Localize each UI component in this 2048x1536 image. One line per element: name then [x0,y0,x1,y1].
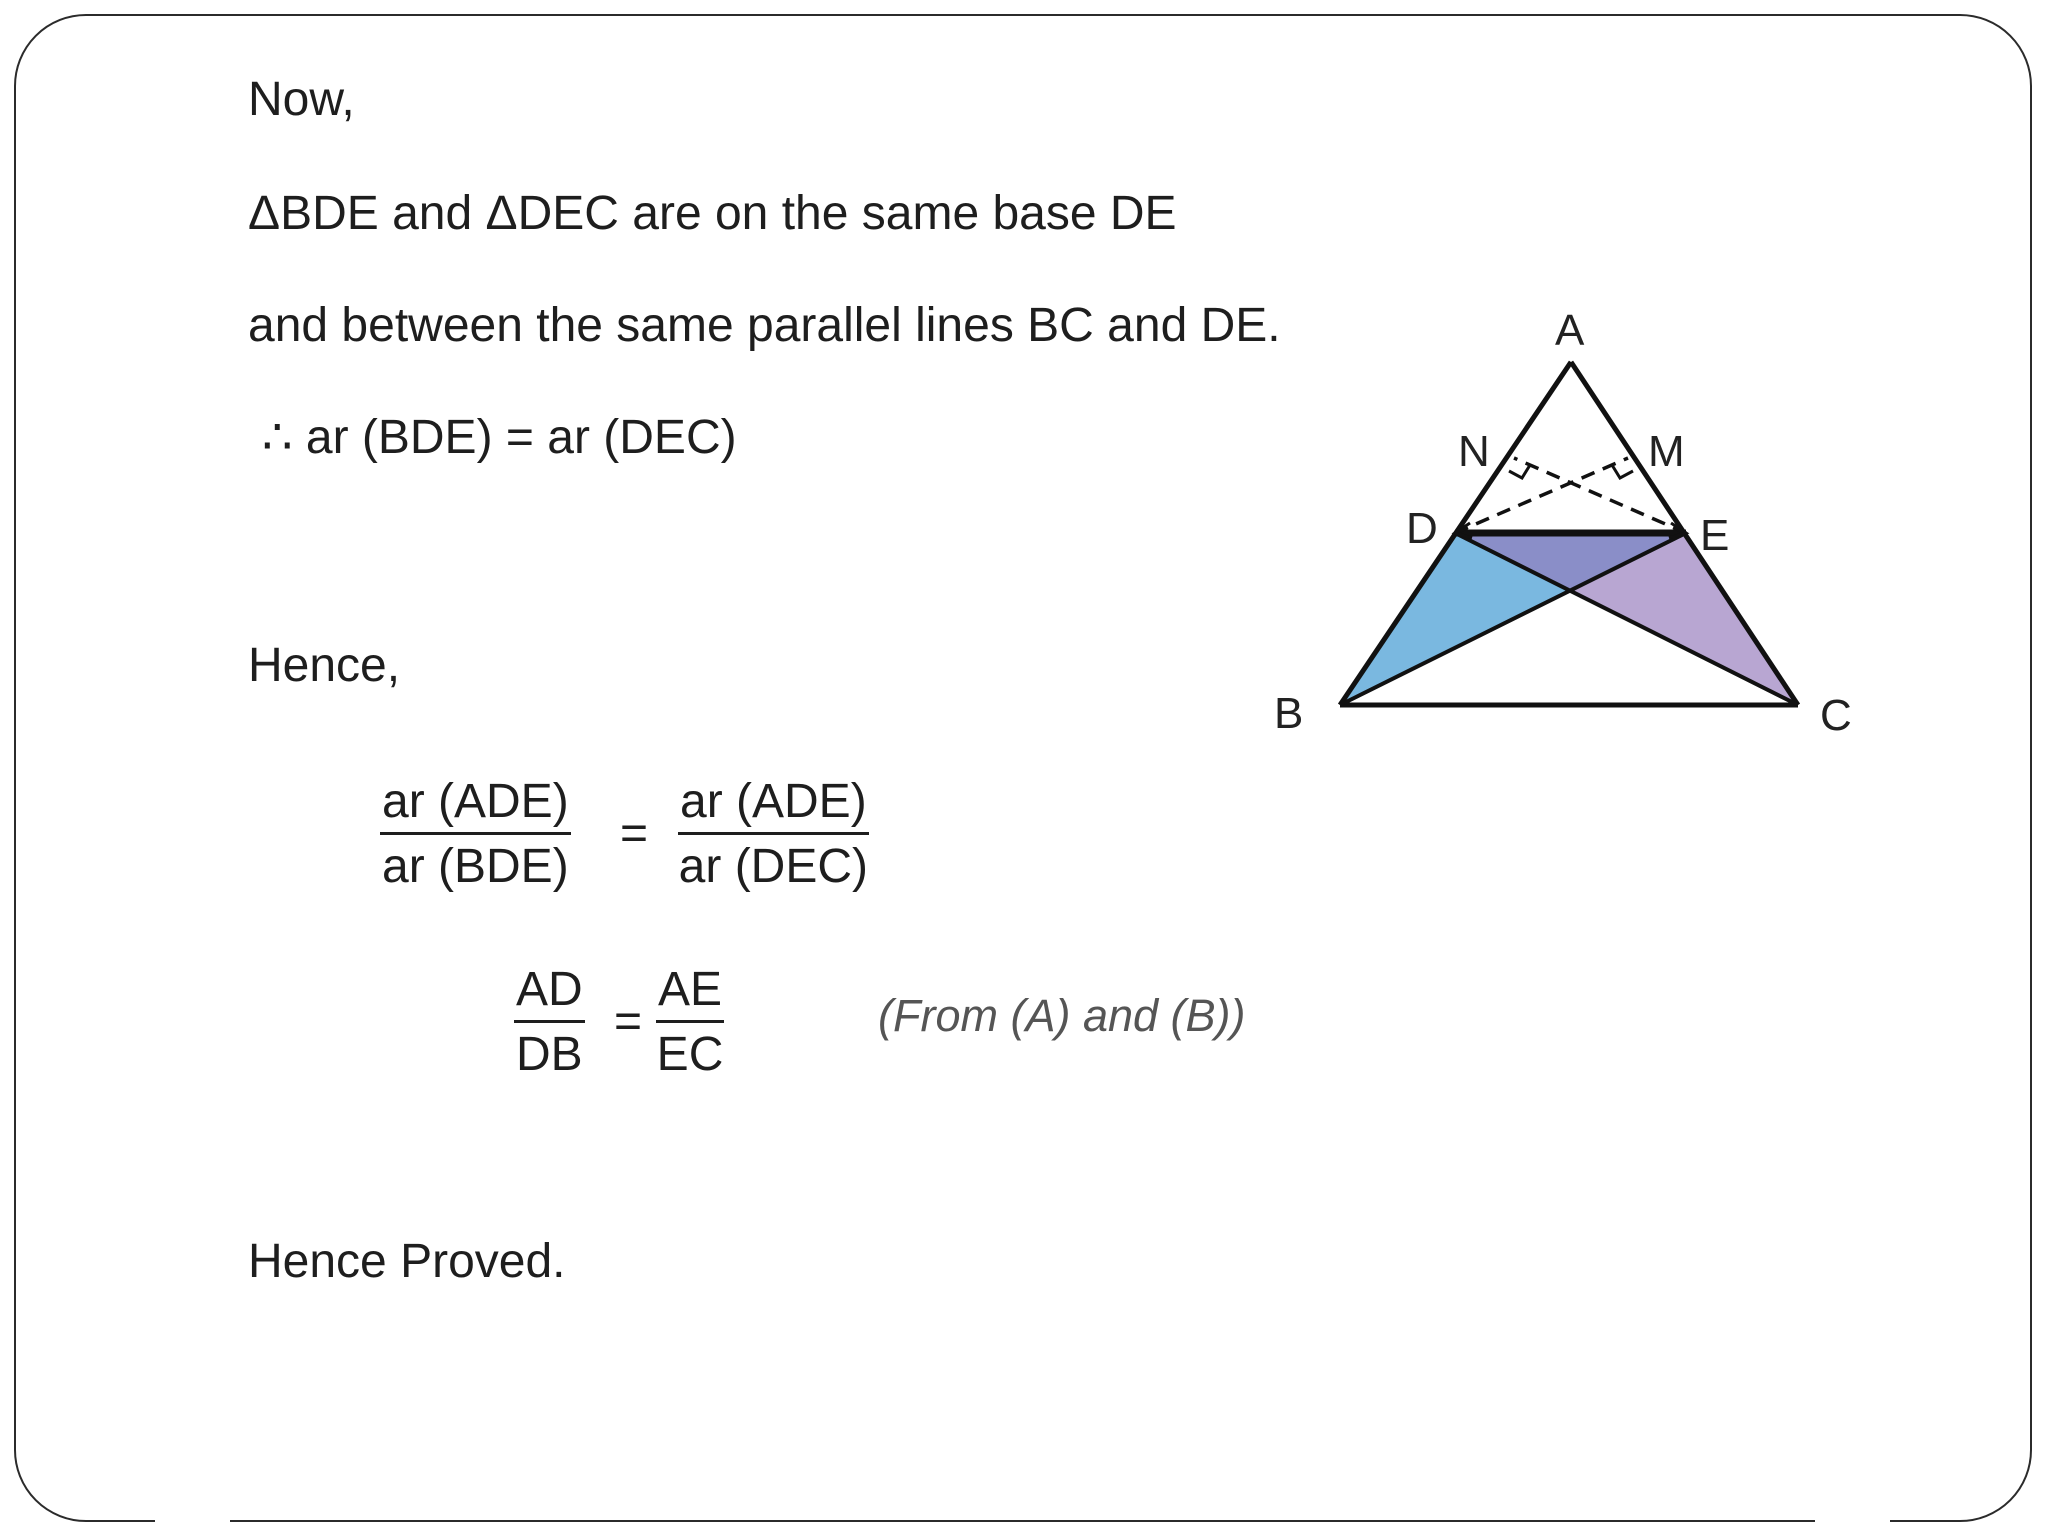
text-hence-proved: Hence Proved. [248,1235,566,1288]
label-b: B [1274,689,1304,738]
fraction-denominator: EC [656,1028,724,1081]
fraction-ad-over-db [514,963,585,1081]
equals-sign: = [620,807,649,860]
fraction-ar-ade-over-ar-bde [380,775,571,893]
label-m: M [1648,427,1685,476]
triangle-diagram [1260,290,1900,760]
text-now: Now, [248,73,355,126]
fraction-denominator: ar (DEC) [678,840,868,893]
fraction-numerator: AE [656,966,724,1023]
label-e: E [1700,511,1730,560]
text-parallel-lines: and between the same parallel lines BC and DE. [248,299,1281,352]
right-angle-mark-n [1509,465,1530,478]
label-n: N [1458,427,1490,476]
label-d: D [1406,504,1438,553]
text-hence: Hence, [248,639,401,692]
slide-frame [14,14,2032,1522]
fraction-ae-over-ec [656,963,724,1081]
label-c: C [1820,691,1852,740]
frame-gap-left [155,1505,230,1529]
text-therefore: ∴ ar (BDE) = ar (DEC) [262,411,737,464]
equals-sign: = [614,995,643,1048]
fraction-numerator: ar (ADE) [380,778,571,835]
fraction-ar-ade-over-ar-dec [678,775,869,893]
fraction-denominator: DB [516,1028,583,1081]
fraction-numerator: AD [514,966,585,1023]
label-a: A [1555,306,1585,355]
right-angle-mark-m [1612,465,1633,478]
fraction-denominator: ar (BDE) [382,840,569,893]
text-same-base: ΔBDE and ΔDEC are on the same base DE [248,187,1177,240]
note-from-a-and-b: (From (A) and (B)) [878,990,1246,1041]
fraction-numerator: ar (ADE) [678,778,869,835]
frame-gap-right [1815,1505,1890,1529]
